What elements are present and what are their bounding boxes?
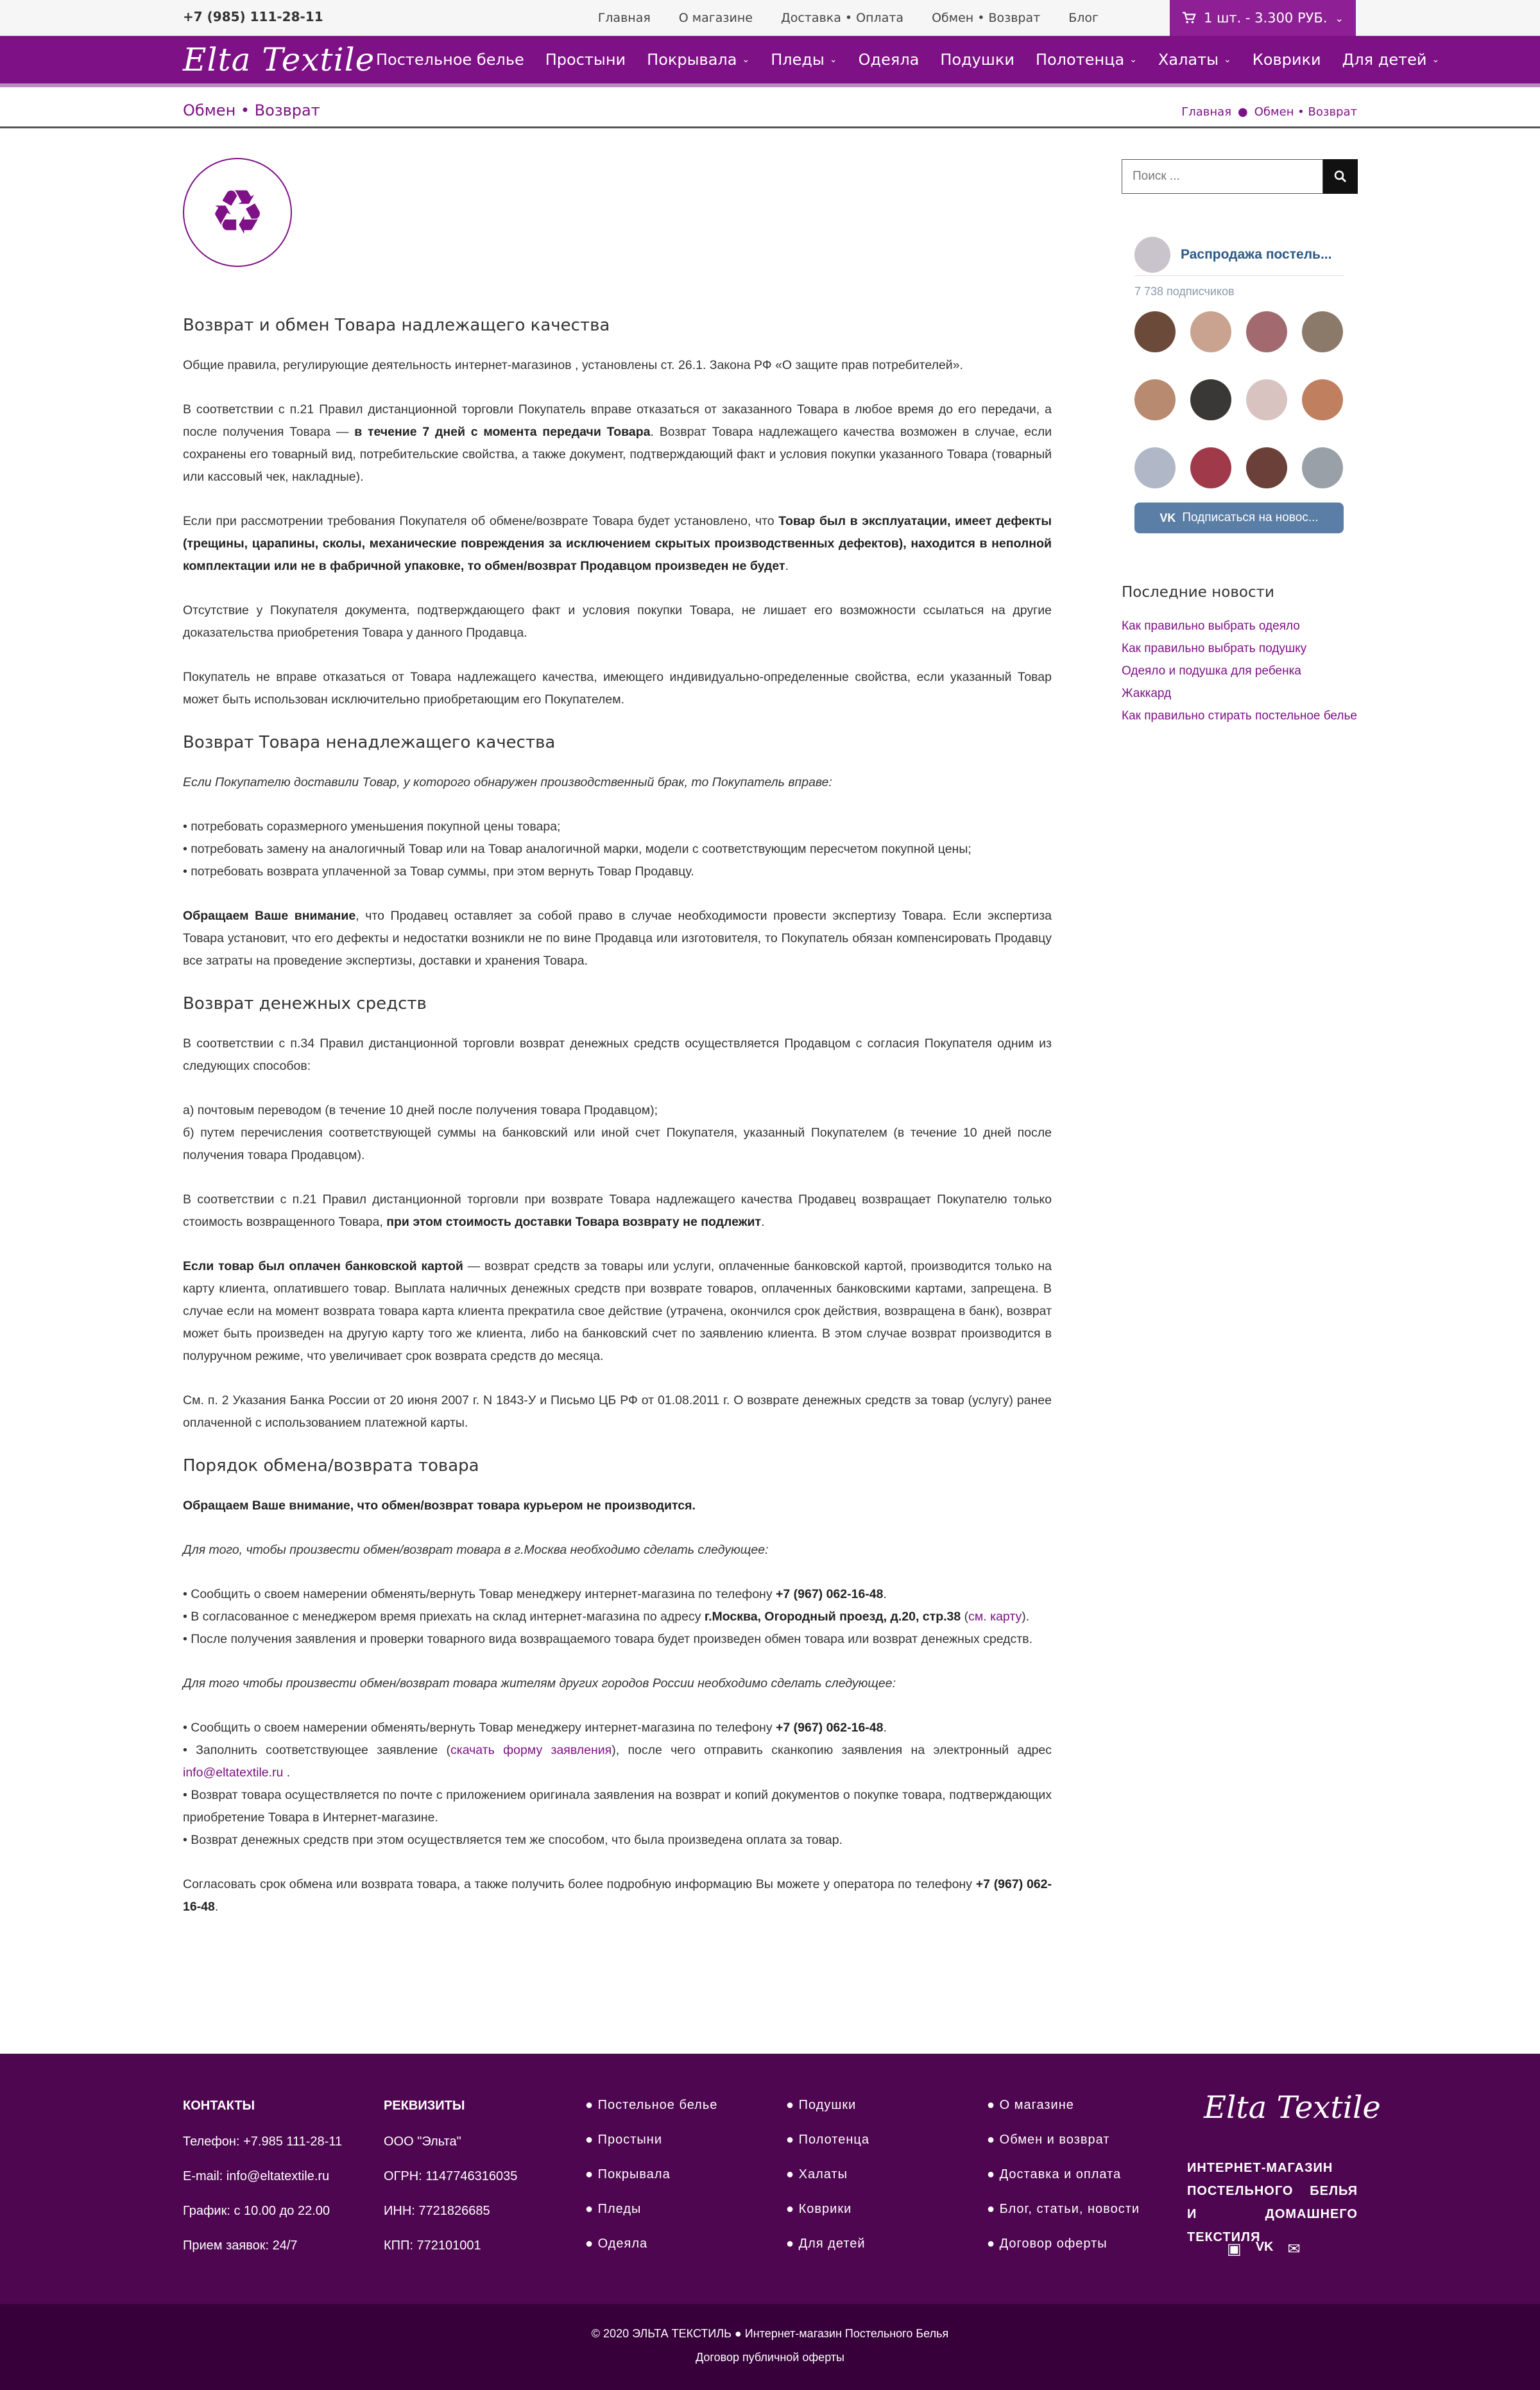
paragraph: [183, 1255, 1052, 1368]
menu-item-robes[interactable]: [1158, 51, 1231, 69]
site-logo[interactable]: Elta Textile: [183, 41, 375, 78]
top-link-delivery[interactable]: Доставка • Оплата: [780, 11, 904, 25]
mail-icon[interactable]: ✉: [1287, 2240, 1301, 2258]
vk-widget: [1134, 234, 1344, 533]
vk-subscribe-label: Подписаться на новос...: [1182, 511, 1319, 524]
list-item: • Возврат денежных средств при этом осуществляется тем же способом, что была произведена оплата за товар.: [183, 1833, 843, 1847]
top-link-home[interactable]: Главная: [597, 11, 651, 25]
text: — возврат средств за товары или услуги, оплаченные банковской картой, производится только на карту клиента, оплатившего товар. Выплата наличных денежных средств при возврате товаров, оплаченных банковскими картами, запрещена. В случае если на момент возврата товара карта клиента прекратила свое действие (утрачена, окончился срок действия, возвращена в банк), возврат может быть произведен на другую карту того же клиента, либо на банковский счет по заявлению клиента. В этом случае возврат производится в полуручном режиме, что увеличивает срок возврата средств до месяца.: [183, 1259, 1052, 1363]
text-bold: Если товар был оплачен банковской картой: [183, 1259, 463, 1273]
list-item: [183, 1739, 1052, 1784]
text: В соответствии с п.21 Правил дистанционной торговли при возврате Товара надлежащего качества Продавец возвращает Покупателю только стоимость возвращенного Товара,: [183, 1192, 1052, 1229]
news-link[interactable]: Одеяло и подушка для ребенка: [1122, 664, 1301, 678]
paragraph: [183, 666, 1052, 711]
news-link[interactable]: Как правильно выбрать одеяло: [1122, 619, 1300, 633]
chevron-down-icon: ⌄: [829, 55, 837, 65]
header-phone[interactable]: +7 (985) 111-28-11: [183, 9, 323, 24]
footer-requisite: ОГРН: 1147746316035: [384, 2169, 518, 2183]
page-title: Обмен • Возврат: [183, 101, 320, 119]
top-link-blog[interactable]: Блог: [1068, 11, 1099, 25]
vk-member-avatar[interactable]: [1134, 447, 1176, 488]
footer-requisite: КПП: 772101001: [384, 2239, 481, 2253]
chevron-down-icon: ⌄: [1432, 55, 1440, 65]
list-item: • потребовать замену на аналогичный Товар или на Товар аналогичной марки, модели с соответствующим пересчетом покупной цены;: [183, 842, 971, 856]
list-item: а) почтовым переводом (в течение 10 дней после получения товара Продавцом);: [183, 1103, 658, 1117]
text-italic: Для того, чтобы произвести обмен/возврат товара в г.Москва необходимо сделать следующее:: [183, 1543, 769, 1557]
text-bold: при этом стоимость доставки Товара возврату не подлежит: [386, 1215, 762, 1229]
breadcrumb: [1181, 105, 1357, 119]
vk-member-avatars: [1134, 311, 1344, 488]
chevron-down-icon: ⌄: [1129, 55, 1137, 65]
news-link[interactable]: Жаккард: [1122, 687, 1172, 700]
vk-member-avatar[interactable]: [1246, 447, 1287, 488]
cart-button[interactable]: [1170, 0, 1356, 36]
vk-member-avatar[interactable]: [1134, 379, 1176, 420]
download-form-link[interactable]: скачать форму заявления: [450, 1743, 612, 1757]
text: .: [283, 1766, 291, 1780]
menu-label: Пледы: [771, 51, 825, 69]
breadcrumb-current: Обмен • Возврат: [1254, 105, 1357, 119]
search-input[interactable]: [1122, 159, 1323, 194]
footer-tagline: ИНТЕРНЕТ-МАГАЗИН ПОСТЕЛЬНОГО БЕЛЬЯ И ДОМАШНЕГО ТЕКСТИЛЯ: [1187, 2161, 1358, 2244]
list-item: • Возврат товара осуществляется по почте с приложением оригинала заявления на возврат и копий документов о покупке товара, подтверждающих приобретение Товара в Интернет-магазине.: [183, 1788, 1052, 1825]
footer-link[interactable]: ● Простыни: [585, 2133, 663, 2147]
text-bold: Обращаем Ваше внимание: [183, 909, 356, 923]
email-link[interactable]: info@eltatextile.ru: [183, 1766, 284, 1780]
phone-number: +7 (967) 062-16-48: [776, 1587, 884, 1601]
paragraph: [183, 354, 1052, 377]
main-content: [183, 158, 1052, 1940]
address: г.Москва, Огородный проезд, д.20, стр.38: [704, 1610, 961, 1624]
section-heading: Возврат денежных средств: [183, 994, 427, 1013]
footer-link[interactable]: ● Постельное белье: [585, 2098, 718, 2112]
top-bar: [0, 0, 1540, 36]
menu-item-bedspreads[interactable]: [647, 51, 749, 69]
search-icon: [1334, 170, 1347, 183]
footer-link[interactable]: ● Обмен и возврат: [987, 2133, 1110, 2147]
footer-email[interactable]: E-mail: info@eltatextile.ru: [183, 2169, 330, 2183]
list-item: • потребовать возврата уплаченной за Товар суммы, при этом вернуть Товар Продавцу.: [183, 864, 694, 879]
vk-group-avatar[interactable]: [1134, 237, 1170, 273]
menu-item-kids[interactable]: [1342, 51, 1440, 69]
menu-label: Для детей: [1342, 51, 1427, 69]
footer-logo[interactable]: Elta Textile: [1204, 2090, 1381, 2126]
text: Если при рассмотрении требования Покупателя об обмене/возврате Товара будет установлено, что: [183, 514, 779, 528]
text-bold: Товар был в эксплуатации, имеет дефекты (трещины, царапины, сколы, механические повреждения за исключением скрытых производственных дефектов), находится в неполной комплектации или не в фабричной упаковке, то обмен/возврат Продавцом произведен не будет: [183, 514, 1052, 573]
text: (: [961, 1610, 969, 1624]
text: • Сообщить о своем намерении обменять/вернуть Товар менеджеру интернет-магазина по телефону: [183, 1587, 776, 1601]
section-heading: Порядок обмена/возврата товара: [183, 1456, 479, 1475]
text: .: [785, 559, 789, 573]
list-item: • потребовать соразмерного уменьшения покупной цены товара;: [183, 820, 561, 834]
footer-link[interactable]: ● Коврики: [786, 2202, 852, 2216]
footer: [0, 2054, 1540, 2304]
footer-heading: КОНТАКТЫ: [183, 2099, 255, 2113]
text: Согласовать срок обмена или возврата товара, а также получить более подробную информацию Вы можете у оператора по телефону: [183, 1877, 976, 1891]
paragraph: [183, 905, 1052, 972]
list-item: б) путем перечисления соответствующей суммы на банковский или иной счет Покупателя, указанный Покупателем (в течение 10 дней после получения товара Продавцом).: [183, 1126, 1052, 1162]
footer-link[interactable]: ● Покрывала: [585, 2167, 671, 2181]
text: .: [761, 1215, 765, 1229]
menu-item-pillows[interactable]: [940, 51, 1014, 69]
text: В соответствии с п.34 Правил дистанционной торговли возврат денежных средств осуществляется Продавцом с согласия Покупателя одним из следующих способов:: [183, 1036, 1052, 1073]
footer-requisite: ИНН: 7721826685: [384, 2204, 490, 2218]
cart-icon: [1182, 11, 1196, 25]
text: • В согласованное с менеджером время приехать на склад интернет-магазина по адресу: [183, 1610, 705, 1624]
footer-social: [1227, 2240, 1301, 2258]
breadcrumb-separator: ●: [1238, 105, 1248, 119]
breadcrumb-home[interactable]: Главная: [1181, 105, 1232, 119]
vk-member-avatar[interactable]: [1190, 447, 1231, 488]
phone-number: +7 (967) 062-16-48: [183, 1877, 1052, 1914]
text: , что Продавец оставляет за собой право в случае необходимости провести экспертизу Товара. Если экспертиза Товара установит, что его дефекты и недостатки возникли не по вине Продавца или изготовителя, то Покупатель обязан компенсировать Продавцу все затраты на проведение экспертизы, доставки и хранения Товара.: [183, 909, 1052, 968]
text-bold: в течение 7 дней с момента передачи Товара: [354, 425, 651, 439]
footer-heading: РЕКВИЗИТЫ: [384, 2099, 465, 2113]
list-item: [183, 1717, 1052, 1739]
menu-label: Постельное белье: [376, 51, 524, 69]
footer-requisites: [384, 2099, 517, 2274]
menu-label: Простыни: [545, 51, 626, 69]
vk-member-avatar[interactable]: [1302, 447, 1343, 488]
text: .: [883, 1721, 887, 1735]
text: • Сообщить о своем намерении обменять/вернуть Товар менеджеру интернет-магазина по телефону: [183, 1721, 776, 1735]
text: .: [883, 1587, 887, 1601]
footer-links-catalog-1: [585, 2099, 717, 2272]
vk-member-avatar[interactable]: [1302, 379, 1343, 420]
section-heading: Возврат и обмен Товара надлежащего качества: [183, 316, 610, 335]
menu-label: Подушки: [940, 51, 1014, 69]
vk-subscribe-button[interactable]: [1134, 503, 1344, 533]
text: ).: [1022, 1610, 1030, 1624]
text: Общие правила, регулирующие деятельность интернет-магазинов , установлены ст. 26.1. Закона РФ «О защите прав потребителей».: [183, 358, 963, 372]
paragraph: [183, 1189, 1052, 1234]
vk-subscribers-count: 7 738 подписчиков: [1134, 285, 1235, 298]
vk-icon: VK: [1159, 511, 1176, 524]
footer-link[interactable]: ● О магазине: [987, 2098, 1074, 2112]
footer-phone[interactable]: Телефон: +7.985 111-28-11: [183, 2135, 343, 2149]
menu-item-bedding[interactable]: [376, 51, 524, 69]
menu-label: Одеяла: [858, 51, 920, 69]
vk-group-name[interactable]: Распродажа постель...: [1181, 246, 1332, 262]
footer-link[interactable]: ● Полотенца: [786, 2133, 869, 2147]
top-link-returns[interactable]: Обмен • Возврат: [932, 11, 1041, 25]
text: ), после чего отправить сканкопию заявления на электронный адрес: [612, 1743, 1052, 1757]
instagram-icon[interactable]: ▣: [1227, 2240, 1242, 2258]
vk-member-avatar[interactable]: [1190, 379, 1231, 420]
footer-link[interactable]: ● Пледы: [585, 2202, 642, 2216]
main-menu: [376, 36, 1439, 83]
top-nav: [598, 0, 1099, 36]
vk-member-avatar[interactable]: [1246, 311, 1287, 352]
copyright: © 2020 ЭЛЬТА ТЕКСТИЛЬ ● Интернет-магазин Постельного Белья: [591, 2327, 949, 2340]
vk-header: [1134, 234, 1344, 276]
recycle-icon: ♻: [183, 158, 292, 267]
paragraph: [183, 510, 1052, 578]
page-title-bar: [0, 91, 1540, 128]
vk-member-avatar[interactable]: [1302, 311, 1343, 352]
list-item: [183, 1606, 1052, 1628]
main-nav: [0, 36, 1540, 87]
footer-orders: Прием заявок: 24/7: [183, 2239, 298, 2253]
public-offer-link[interactable]: Договор публичной оферты: [696, 2351, 844, 2364]
footer-link[interactable]: ● Доставка и оплата: [987, 2167, 1122, 2181]
latest-news-title: Последние новости: [1122, 584, 1274, 601]
list-item: [183, 1583, 1052, 1606]
footer-contacts: [183, 2099, 342, 2274]
paragraph: [183, 1033, 1052, 1078]
footer-link[interactable]: ● Блог, статьи, новости: [987, 2202, 1140, 2216]
text: В соответствии с п.21 Правил дистанционной торговли Покупатель вправе отказаться от заказанного Товара в любое время до его передачи, а после получения Товара —: [183, 402, 1052, 439]
menu-item-towels[interactable]: [1036, 51, 1137, 69]
paragraph: [183, 771, 1052, 794]
footer-links-catalog-2: [786, 2099, 869, 2272]
footer-link[interactable]: ● Договор оферты: [987, 2237, 1108, 2251]
paragraph: [183, 1495, 1052, 1517]
menu-label: Коврики: [1252, 51, 1321, 69]
text: • Заполнить соответствующее заявление (: [183, 1743, 450, 1757]
chevron-down-icon: ⌄: [1224, 55, 1231, 65]
news-link[interactable]: Как правильно выбрать подушку: [1122, 642, 1307, 655]
paragraph: [183, 399, 1052, 488]
menu-item-blankets[interactable]: [859, 51, 920, 69]
footer-link[interactable]: ● Для детей: [786, 2237, 866, 2251]
text: . Возврат Товара надлежащего качества возможен в случае, если сохранены его товарный вид, потребительские свойства, а также документ, подтверждающий факт и условия покупки указанного Товара (товарный или кассовый чек, накладные).: [183, 425, 1052, 484]
top-link-about[interactable]: О магазине: [678, 11, 753, 25]
search-button[interactable]: [1323, 159, 1358, 194]
footer-link[interactable]: ● Подушки: [786, 2098, 857, 2112]
news-link[interactable]: Как правильно стирать постельное белье: [1122, 709, 1357, 723]
footer-link[interactable]: ● Халаты: [786, 2167, 848, 2181]
menu-item-rugs[interactable]: [1253, 51, 1321, 69]
copyright-bar: [0, 2304, 1540, 2390]
paragraph: [183, 1873, 1052, 1918]
vk-member-avatar[interactable]: [1134, 311, 1176, 352]
text: .: [214, 1900, 219, 1914]
paragraph: [183, 1672, 1052, 1695]
text: Отсутствие у Покупателя документа, подтверждающего факт и условия покупки Товара, не лишает его возможности ссылаться на другие доказательства приобретения Товара у данного Продавца.: [183, 603, 1052, 640]
footer-requisite: ООО "Эльта": [384, 2135, 461, 2149]
menu-item-sheets[interactable]: [545, 51, 626, 69]
text-bold: Обращаем Ваше внимание, что обмен/возврат товара курьером не производится.: [183, 1499, 696, 1513]
text: Покупатель не вправе отказаться от Товара надлежащего качества, имеющего индивидуально-определенные свойства, если указанный Товар может быть использован исключительно приобретающим его Покупателем.: [183, 670, 1052, 707]
paragraph: [183, 1389, 1052, 1434]
footer-link[interactable]: ● Одеяла: [585, 2237, 648, 2251]
paragraph: [183, 599, 1052, 644]
chevron-down-icon: ⌄: [742, 55, 750, 65]
section-heading: Возврат Товара ненадлежащего качества: [183, 733, 556, 752]
paragraph: [183, 1539, 1052, 1561]
cart-summary: 1 шт. - 3.300 РУБ.: [1204, 10, 1328, 26]
footer-links-info: [987, 2099, 1140, 2272]
text-italic: Если Покупателю доставили Товар, у которого обнаружен производственный брак, то Покупатель вправе:: [183, 775, 832, 789]
latest-news: [1122, 584, 1359, 727]
vk-member-avatar[interactable]: [1190, 311, 1231, 352]
menu-label: Полотенца: [1035, 51, 1125, 69]
chevron-down-icon: ⌄: [1335, 12, 1344, 24]
search-form: [1122, 159, 1358, 194]
vk-icon[interactable]: VK: [1255, 2240, 1274, 2254]
vk-member-avatar[interactable]: [1246, 379, 1287, 420]
menu-item-plaids[interactable]: [771, 51, 837, 69]
footer-schedule: График: с 10.00 до 22.00: [183, 2204, 330, 2218]
text-italic: Для того чтобы произвести обмен/возврат товара жителям других городов России необходимо сделать следующее:: [183, 1676, 896, 1690]
map-link[interactable]: см. карту: [968, 1610, 1022, 1624]
list-item: • После получения заявления и проверки товарного вида возвращаемого товара будет произведен обмен товара или возврат денежных средств.: [183, 1632, 1032, 1646]
phone-number: +7 (967) 062-16-48: [776, 1721, 884, 1735]
text: См. п. 2 Указания Банка России от 20 июня 2007 г. N 1843-У и Письмо ЦБ РФ от 01.08.2011 г. О возврате денежных средств за товар (услугу) ранее оплаченной с использованием платежной карты.: [183, 1393, 1052, 1430]
menu-label: Халаты: [1158, 51, 1219, 69]
menu-label: Покрывала: [647, 51, 737, 69]
